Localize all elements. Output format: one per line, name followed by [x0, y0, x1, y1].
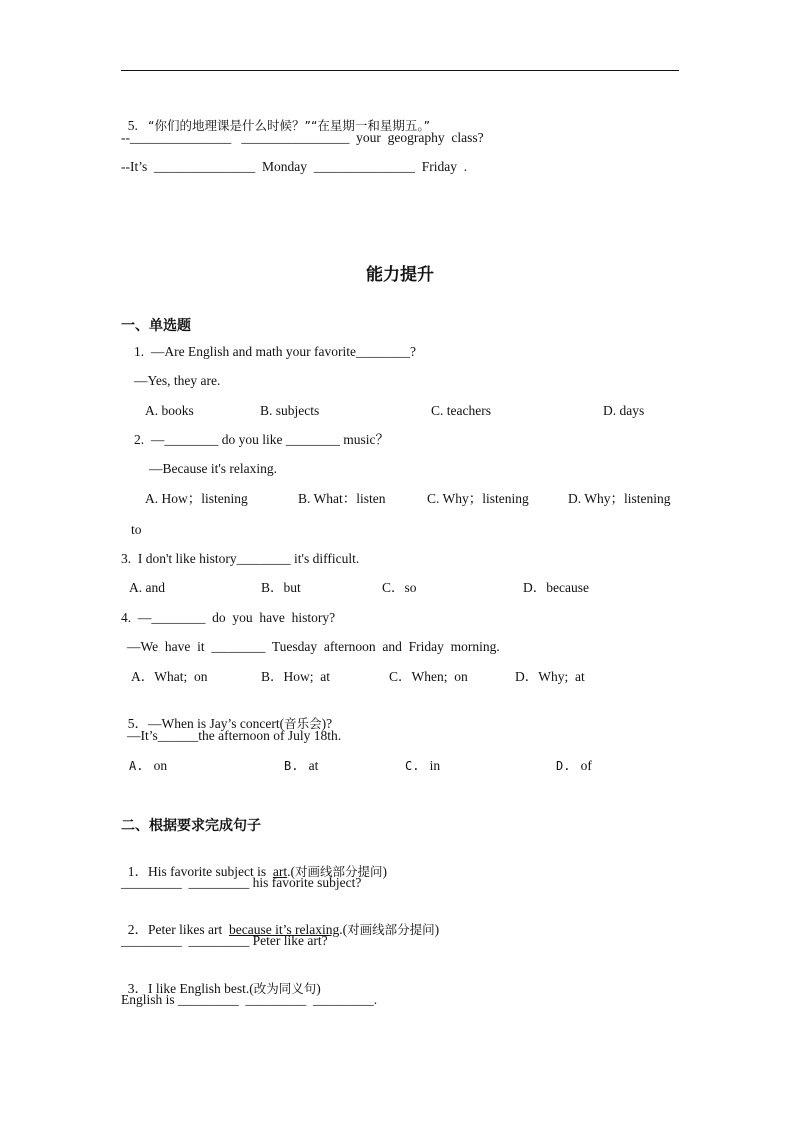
q3-option-b: B．but [261, 580, 301, 595]
q3-stem: 3. I don't like history________ it's difficult. [121, 551, 360, 566]
q5-option-c [405, 757, 440, 775]
s3-close: ) [316, 981, 321, 996]
q2-option-d: D. Why；listening [568, 491, 671, 506]
part1-heading: 一、单选题 [121, 318, 191, 334]
q3-option-a: A. and [129, 580, 165, 595]
s3-text: 3．I like English best.( [127, 981, 254, 996]
s2-underlined: because it’s relaxing [228, 922, 340, 937]
q2-option-wrap: to [131, 522, 142, 537]
s3-answer: English is _________ _________ _________. [121, 992, 378, 1007]
q4-option-a: A．What; on [131, 669, 208, 684]
q5-option-d-word: of [580, 758, 592, 773]
q5-number: 5. [127, 118, 138, 133]
q3-option-d: D．because [523, 580, 589, 595]
s2-answer: _________ _________ Peter like art? [121, 933, 328, 948]
part2-heading: 二、根据要求完成句子 [121, 818, 261, 834]
section-title: 能力提升 [366, 265, 434, 285]
q1-option-b: B. subjects [260, 403, 320, 418]
q4-option-b: B．How; at [261, 669, 330, 684]
q5-option-d [556, 757, 592, 775]
q2-reply: —Because it's relaxing. [149, 461, 278, 476]
q5-option-c-letter: C. [405, 759, 420, 773]
top-divider [121, 70, 679, 71]
s3-note: 改为同义句 [253, 981, 317, 996]
s2-note: 对画线部分提问 [347, 922, 435, 937]
s1-answer: _________ _________ his favorite subject? [121, 875, 362, 890]
q1-stem: 1. —Are English and math your favorite________? [134, 344, 416, 359]
s1-punct: .( [287, 864, 295, 879]
q5-option-b-letter: B. [284, 759, 299, 773]
q5-option-d-letter: D. [556, 759, 571, 773]
q4-option-c: C．When; on [389, 669, 468, 684]
q4-stem: 4. —________ do you have history? [121, 610, 336, 625]
q1-option-d: D. days [603, 403, 645, 418]
q5-option-a [129, 757, 167, 775]
q3-option-c: C．so [382, 580, 417, 595]
q5-option-a-letter: A. [129, 759, 144, 773]
s1-underlined: art [272, 864, 288, 879]
q2-option-a: A. How；listening [145, 491, 248, 506]
s1-note: 对画线部分提问 [294, 864, 383, 879]
q5-option-c-word: in [429, 758, 441, 773]
q5-prompt-cn: “你们的地理课是什么时候？”“在星期一和星期五。” [148, 118, 431, 133]
q5-option-b-word: at [308, 758, 319, 773]
q5-line1: --_______________ ________________ your geography class? [121, 130, 484, 145]
q5-line2: --It’s _______________ Monday _______________ Friday . [121, 159, 468, 174]
q5-option-b [284, 757, 318, 775]
s1-text: 1．His favorite subject is [127, 864, 273, 879]
q2-option-b: B. What：listen [298, 491, 386, 506]
q4-option-d: D．Why; at [515, 669, 585, 684]
s1-close: ) [382, 864, 387, 879]
q5-stem-close: )? [321, 716, 333, 731]
q2-option-c: C. Why；listening [427, 491, 529, 506]
q1-reply: —Yes, they are. [134, 373, 221, 388]
s2-close: ) [434, 922, 440, 937]
q5-stem-text: 5．—When is Jay’s concert( [127, 716, 285, 731]
s2-punct: .( [339, 922, 348, 937]
q5-option-a-word: on [153, 758, 168, 773]
s2-text: 2．Peter likes art [127, 922, 229, 937]
q5-stem-cn: 音乐会 [284, 716, 322, 731]
q1-option-a: A. books [145, 403, 194, 418]
q2-stem: 2. —________ do you like ________ music？ [134, 432, 389, 447]
q4-reply: —We have it ________ Tuesday afternoon and Friday morning. [127, 639, 500, 654]
q5-reply: —It’s______the afternoon of July 18th. [127, 728, 342, 743]
q1-option-c: C. teachers [431, 403, 491, 418]
